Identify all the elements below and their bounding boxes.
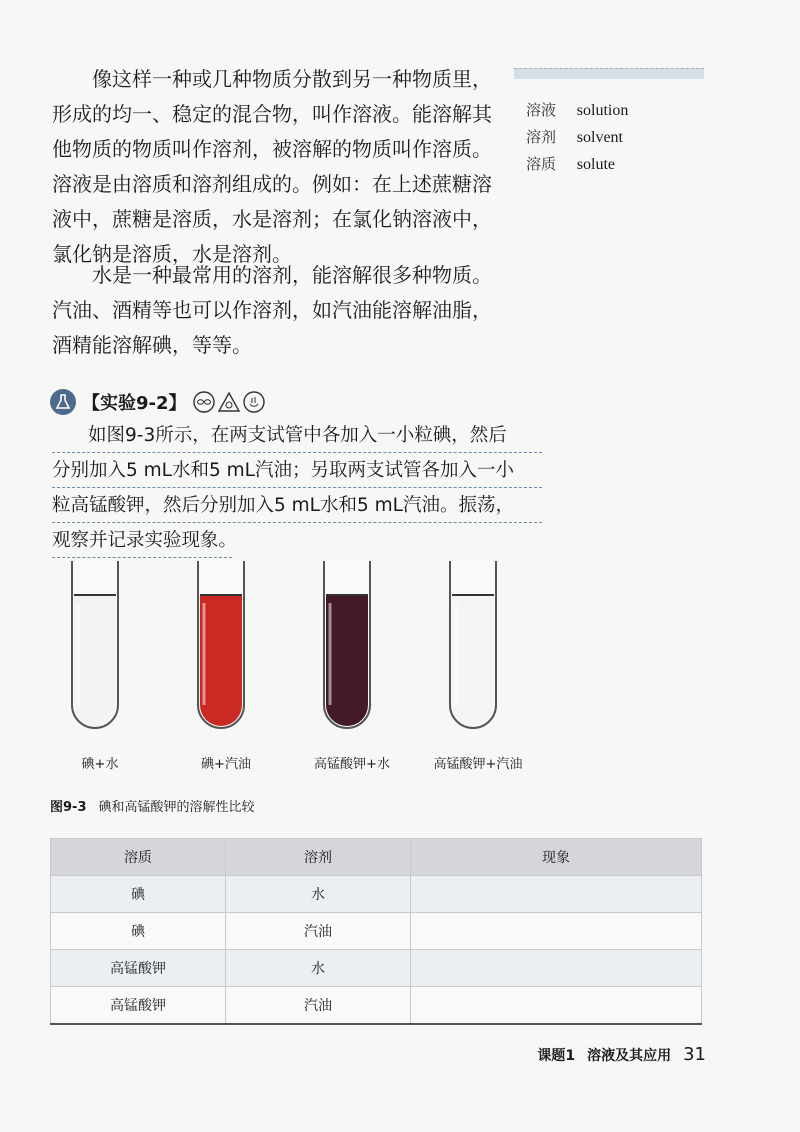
- glossary-term-en: solution: [576, 102, 629, 119]
- experiment-title: 【实验9-2】: [82, 393, 187, 414]
- glossary-term-en: solute: [576, 156, 615, 173]
- experiment-line: 如图9-3所示，在两支试管中各加入一小粒碘，然后: [52, 418, 542, 453]
- table-cell: [411, 913, 702, 950]
- table-cell: 汽油: [226, 987, 411, 1025]
- table-header: 溶质: [51, 839, 226, 876]
- body-paragraph-2-text: 水是一种最常用的溶剂，能溶解很多种物质。汽油、酒精等也可以作溶剂，如汽油能溶解油脂，酒精能溶解碘，等等。: [52, 263, 492, 357]
- table-row: [51, 913, 702, 950]
- glossary-term-zh: 溶剂: [526, 128, 557, 146]
- table-cell: 高锰酸钾: [51, 987, 226, 1025]
- experiment-line: 观察并记录实验现象。: [52, 523, 232, 558]
- glossary-row: [514, 124, 704, 151]
- table-cell: 水: [226, 876, 411, 913]
- table-cell: 高锰酸钾: [51, 950, 226, 987]
- table-cell: 碘: [51, 876, 226, 913]
- body-paragraph-1: [52, 62, 492, 272]
- test-tube-4: [438, 555, 508, 735]
- tube-label: 高锰酸钾+汽油: [433, 757, 523, 772]
- footer-lesson: 课题1: [537, 1048, 576, 1064]
- table-row: [51, 950, 702, 987]
- wash-hands-icon: [243, 391, 265, 413]
- page-footer: [537, 1044, 706, 1065]
- figure-caption: [50, 796, 255, 815]
- table-cell: [411, 876, 702, 913]
- glossary-sidebar: [514, 68, 704, 178]
- experiment-heading: [50, 387, 265, 417]
- page-number: 31: [683, 1044, 706, 1065]
- experiment-line: 分别加入5 mL水和5 mL汽油；另取两支试管各加入一小: [52, 453, 542, 488]
- table-header: 现象: [411, 839, 702, 876]
- footer-topic: 溶液及其应用: [587, 1048, 672, 1064]
- safety-icons: [193, 391, 265, 413]
- body-paragraph-1-text: 像这样一种或几种物质分散到另一种物质里，形成的均一、稳定的混合物，叫作溶液。能溶解其他物质的物质叫作溶剂，被溶解的物质叫作溶质。溶液是由溶质和溶剂组成的。例如：在上述蔗糖溶液中，蔗糖是溶质，水是溶剂；在氯化钠溶液中，氯化钠是溶质，水是溶剂。: [52, 67, 492, 266]
- goggles-icon: [193, 391, 215, 413]
- glossary-term-en: solvent: [576, 129, 623, 146]
- glossary-divider: [514, 68, 704, 79]
- test-tube-3: [312, 555, 382, 735]
- tube-label: 碘+水: [81, 757, 119, 772]
- table-row: [51, 876, 702, 913]
- flask-icon: [50, 389, 76, 415]
- table-cell: 汽油: [226, 913, 411, 950]
- tube-label: 碘+汽油: [201, 757, 251, 772]
- tube-label: 高锰酸钾+水: [314, 757, 390, 772]
- body-paragraph-2: [52, 258, 492, 363]
- glossary-term-zh: 溶质: [526, 155, 557, 173]
- table-cell: [411, 987, 702, 1025]
- figure-title: 碘和高锰酸钾的溶解性比较: [98, 800, 255, 815]
- glossary-term-zh: 溶液: [526, 101, 557, 119]
- experiment-line: 粒高锰酸钾，然后分别加入5 mL水和5 mL汽油。振荡，: [52, 488, 542, 523]
- table-header-row: [51, 839, 702, 876]
- table-row: [51, 987, 702, 1025]
- table-cell: [411, 950, 702, 987]
- figure-number: 图9-3: [50, 800, 87, 815]
- test-tube-1: [60, 555, 130, 735]
- glossary-row: [514, 151, 704, 178]
- hazard-icon: [218, 391, 240, 413]
- observation-table: [50, 838, 702, 1025]
- test-tube-2: [186, 555, 256, 735]
- table-cell: 碘: [51, 913, 226, 950]
- test-tube-figure: [60, 555, 560, 775]
- experiment-instructions: [52, 418, 542, 558]
- table-header: 溶剂: [226, 839, 411, 876]
- glossary-row: [514, 97, 704, 124]
- table-cell: 水: [226, 950, 411, 987]
